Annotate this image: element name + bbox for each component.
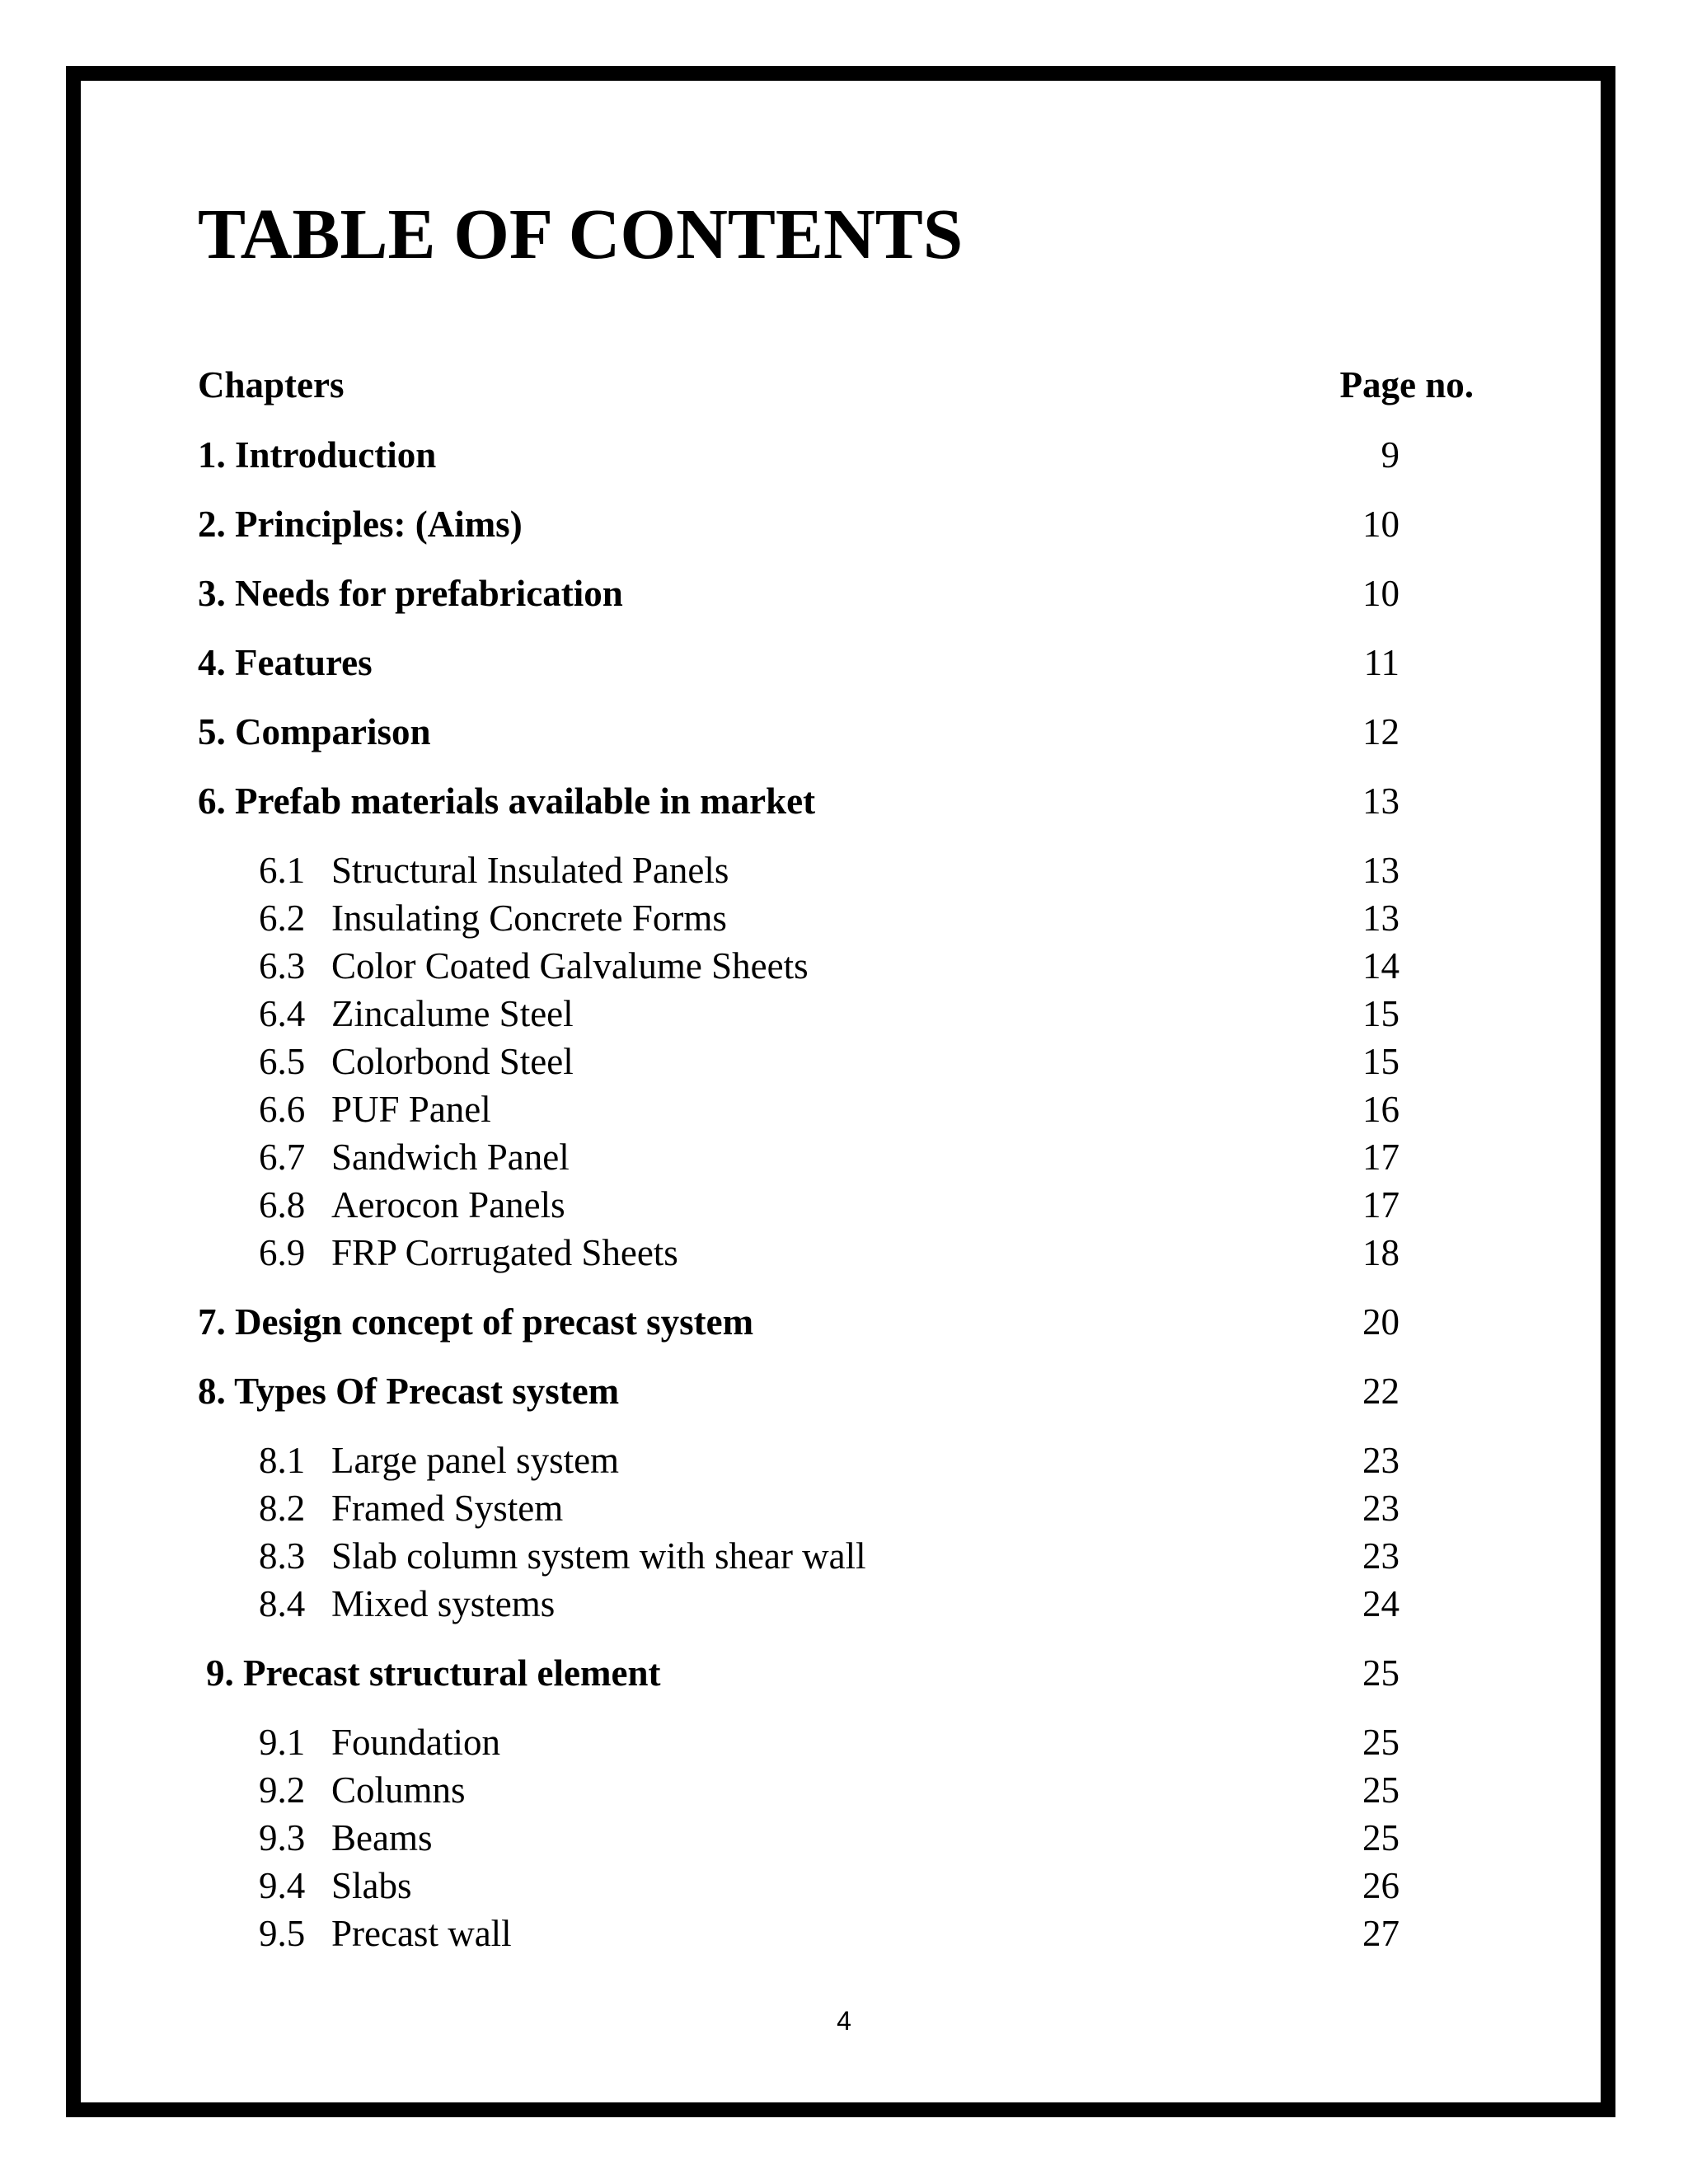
toc-subsection-label: [259, 1132, 570, 1182]
toc-subsection-label: [259, 1579, 555, 1629]
toc-subsection-number: 9.1: [259, 1722, 306, 1763]
toc-subsection-row: [0, 1861, 1688, 1910]
toc-page-number: 12: [1362, 711, 1400, 752]
toc-subsection-row: [0, 1909, 1688, 1958]
toc-subsection-label: [259, 1861, 412, 1910]
toc-subsection-number: 9.5: [259, 1913, 306, 1954]
toc-chapter-title: 1. Introduction: [198, 434, 437, 476]
toc-subsection-number: 8.4: [259, 1583, 306, 1624]
toc-chapter-row: [0, 707, 1688, 757]
toc-subsection-number: 8.1: [259, 1440, 306, 1481]
chapters-column-header: Chapters: [198, 364, 345, 405]
toc-subsection-title: Columns: [331, 1769, 466, 1811]
toc-page-number: 17: [1362, 1184, 1400, 1226]
toc-page-number: 16: [1362, 1089, 1400, 1130]
toc-page-number: 17: [1362, 1137, 1400, 1178]
toc-subsection-title: Framed System: [331, 1488, 564, 1529]
toc-subsection-number: 6.1: [259, 850, 306, 891]
toc-page-number: 25: [1362, 1652, 1400, 1694]
toc-subsection-title: Aerocon Panels: [331, 1184, 565, 1226]
toc-subsection-label: [259, 1531, 866, 1581]
toc-page-number: 10: [1362, 504, 1400, 545]
toc-subsection-row: [0, 893, 1688, 943]
toc-subsection-label: [259, 941, 809, 991]
toc-page-number: 24: [1362, 1583, 1400, 1624]
toc-subsection-row: [0, 1228, 1688, 1277]
toc-subsection-title: Large panel system: [331, 1440, 620, 1481]
toc-subsection-label: [259, 1037, 574, 1086]
toc-subsection-label: [259, 1483, 563, 1533]
toc-subsection-number: 9.3: [259, 1817, 306, 1858]
toc-chapter-row: [0, 430, 1688, 480]
toc-subsection-title: PUF Panel: [331, 1089, 491, 1130]
toc-chapter-title: 4. Features: [198, 642, 373, 683]
toc-page-number: 9: [1381, 434, 1400, 476]
toc-chapter-title: 5. Comparison: [198, 711, 431, 752]
toc-page-number: 13: [1362, 780, 1400, 822]
toc-subsection-title: Foundation: [331, 1722, 501, 1763]
toc-subsection-label: [259, 1718, 500, 1767]
toc-subsection-label: [259, 1765, 466, 1815]
toc-chapter-title: 3. Needs for prefabrication: [198, 573, 623, 614]
toc-page-number: 23: [1362, 1440, 1400, 1481]
toc-chapter-title: 8. Types Of Precast system: [198, 1371, 620, 1412]
toc-subsection-number: 6.9: [259, 1232, 306, 1273]
toc-subsection-title: Beams: [331, 1817, 433, 1858]
toc-subsection-title: FRP Corrugated Sheets: [331, 1232, 678, 1273]
toc-subsection-title: Zincalume Steel: [331, 993, 574, 1034]
toc-subsection-number: 8.2: [259, 1488, 306, 1529]
toc-subsection-number: 6.7: [259, 1137, 306, 1178]
toc-subsection-number: 6.5: [259, 1041, 306, 1082]
page-number-column-header: Page no.: [1339, 364, 1474, 405]
toc-subsection-row: [0, 1037, 1688, 1086]
toc-page-number: 23: [1362, 1488, 1400, 1529]
toc-page-number: 22: [1362, 1371, 1400, 1412]
toc-chapter-row: [0, 776, 1688, 826]
toc-chapter-title: 2. Principles: (Aims): [198, 504, 523, 545]
toc-subsection-number: 8.3: [259, 1535, 306, 1577]
toc-page-number: 10: [1362, 573, 1400, 614]
toc-subsection-title: Slabs: [331, 1865, 412, 1906]
toc-subsection-row: [0, 846, 1688, 895]
toc-subsection-row: [0, 989, 1688, 1038]
toc-subsection-title: Color Coated Galvalume Sheets: [331, 945, 809, 987]
toc-subsection-label: [259, 1228, 678, 1277]
toc-subsection-row: [0, 1718, 1688, 1767]
toc-subsection-label: [259, 893, 727, 943]
toc-page-number: 20: [1362, 1301, 1400, 1343]
toc-subsection-row: [0, 1085, 1688, 1134]
toc-chapter-row: [0, 499, 1688, 549]
page-title: TABLE OF CONTENTS: [198, 194, 964, 274]
toc-chapter-row: [0, 1366, 1688, 1416]
toc-subsection-label: [259, 1909, 512, 1958]
toc-subsection-title: Precast wall: [331, 1913, 512, 1954]
toc-page-number: 13: [1362, 898, 1400, 939]
toc-page-number: 25: [1362, 1769, 1400, 1811]
toc-chapter-row: [0, 638, 1688, 687]
toc-subsection-title: Colorbond Steel: [331, 1041, 574, 1082]
toc-chapter-row: [0, 569, 1688, 618]
toc-page-number: 25: [1362, 1722, 1400, 1763]
footer-page-number: 4: [837, 2006, 851, 2036]
toc-subsection-row: [0, 1531, 1688, 1581]
toc-subsection-number: 6.2: [259, 898, 306, 939]
toc-subsection-number: 6.4: [259, 993, 306, 1034]
toc-subsection-row: [0, 1436, 1688, 1485]
toc-page-number: 15: [1362, 993, 1400, 1034]
toc-subsection-row: [0, 1765, 1688, 1815]
toc-subsection-label: [259, 1180, 565, 1230]
toc-page-number: 13: [1362, 850, 1400, 891]
toc-subsection-title: Sandwich Panel: [331, 1137, 570, 1178]
toc-subsection-number: 6.6: [259, 1089, 306, 1130]
toc-subsection-title: Mixed systems: [331, 1583, 556, 1624]
toc-page-number: 18: [1362, 1232, 1400, 1273]
toc-page-number: 14: [1362, 945, 1400, 987]
toc-subsection-label: [259, 989, 574, 1038]
toc-subsection-row: [0, 1132, 1688, 1182]
toc-page-number: 27: [1362, 1913, 1400, 1954]
toc-chapter-title: 7. Design concept of precast system: [198, 1301, 754, 1343]
toc-page-number: 15: [1362, 1041, 1400, 1082]
toc-subsection-number: 6.8: [259, 1184, 306, 1226]
toc-subsection-label: [259, 1813, 432, 1863]
toc-subsection-label: [259, 1085, 491, 1134]
toc-subsection-row: [0, 1813, 1688, 1863]
toc-chapter-title: 6. Prefab materials available in market: [198, 780, 816, 822]
toc-chapter-row: [0, 1297, 1688, 1347]
toc-chapter-title: 9. Precast structural element: [206, 1652, 661, 1694]
toc-subsection-row: [0, 941, 1688, 991]
toc-subsection-title: Insulating Concrete Forms: [331, 898, 727, 939]
toc-page-number: 23: [1362, 1535, 1400, 1577]
toc-subsection-label: [259, 846, 729, 895]
toc-page-number: 26: [1362, 1865, 1400, 1906]
toc-subsection-title: Slab column system with shear wall: [331, 1535, 866, 1577]
toc-subsection-row: [0, 1180, 1688, 1230]
toc-subsection-row: [0, 1579, 1688, 1629]
toc-subsection-number: 6.3: [259, 945, 306, 987]
toc-subsection-number: 9.2: [259, 1769, 306, 1811]
toc-subsection-number: 9.4: [259, 1865, 306, 1906]
toc-page-number: 11: [1363, 642, 1400, 683]
toc-page-number: 25: [1362, 1817, 1400, 1858]
toc-header-row: [0, 360, 1688, 410]
toc-subsection-title: Structural Insulated Panels: [331, 850, 729, 891]
toc-chapter-row: [0, 1648, 1688, 1698]
toc-subsection-label: [259, 1436, 619, 1485]
toc-subsection-row: [0, 1483, 1688, 1533]
